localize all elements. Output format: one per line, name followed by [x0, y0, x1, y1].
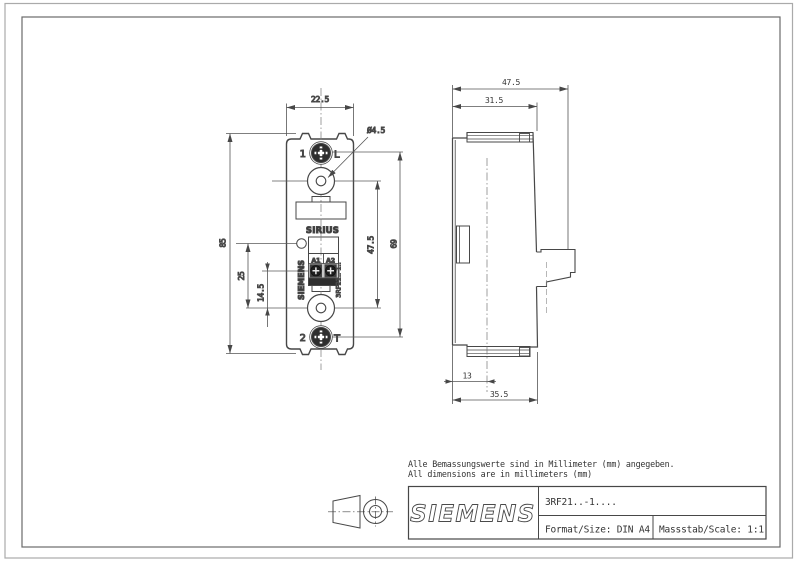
siemens-logo: SIEMENS — [410, 501, 536, 528]
dim-body-depth: 31.5 — [484, 96, 504, 105]
ctrl-screw-a1-icon — [311, 266, 321, 276]
label-a2: A2 — [326, 257, 336, 265]
dimension-notes — [408, 459, 674, 479]
label-sirius: SIRIUS — [305, 226, 340, 236]
label-load-t: T — [334, 333, 341, 345]
sheet-borders — [5, 4, 793, 559]
dim-ctrl-span: 14.5 — [256, 283, 266, 303]
dim-front-width: 22.5 — [310, 95, 330, 104]
title-block-model: 3RF21..-1.... — [545, 497, 617, 508]
dim-screw-span: 69 — [389, 239, 399, 249]
note-german: Alle Bemassungswerte sind in Millimeter (mm) angegeben. — [408, 459, 675, 469]
title-block-format: Format/Size: DIN A4 — [545, 524, 650, 536]
front-hole-top — [308, 168, 335, 195]
dim-front-height: 85 — [218, 238, 228, 248]
front-hole-bottom — [308, 295, 335, 322]
note-english: All dimensions are in millimeters (mm) — [408, 469, 593, 479]
label-model-vertical: 3RF21..-1.. — [334, 262, 343, 298]
dim-led-span: 25 — [237, 271, 246, 281]
dim-rail-offset: 13 — [462, 371, 472, 381]
screw-terminal-2-icon — [310, 326, 333, 349]
dim-hole-span: 47.5 — [366, 235, 376, 255]
label-terminal-2: 2 — [299, 333, 306, 344]
label-terminal-1: 1 — [299, 149, 306, 160]
dim-back-depth: 35.5 — [489, 390, 509, 399]
led-indicator-icon — [297, 239, 307, 249]
first-angle-projection-icon — [328, 496, 393, 529]
label-a1: A1 — [311, 257, 321, 265]
side-clip-window — [457, 226, 470, 263]
front-view — [219, 88, 404, 370]
dim-total-depth: 47.5 — [501, 78, 521, 87]
label-siemens-vertical: SIEMENS — [297, 259, 306, 301]
title-block — [409, 487, 767, 540]
label-line-l: L — [334, 149, 340, 161]
title-block-scale: Massstab/Scale: 1:1 — [659, 524, 764, 536]
din-rail-clip — [537, 250, 576, 287]
dim-hole-dia: Ø4.5 — [367, 126, 386, 135]
outer-border — [5, 4, 793, 559]
side-view — [444, 78, 575, 404]
screw-terminal-1-icon — [310, 142, 333, 165]
